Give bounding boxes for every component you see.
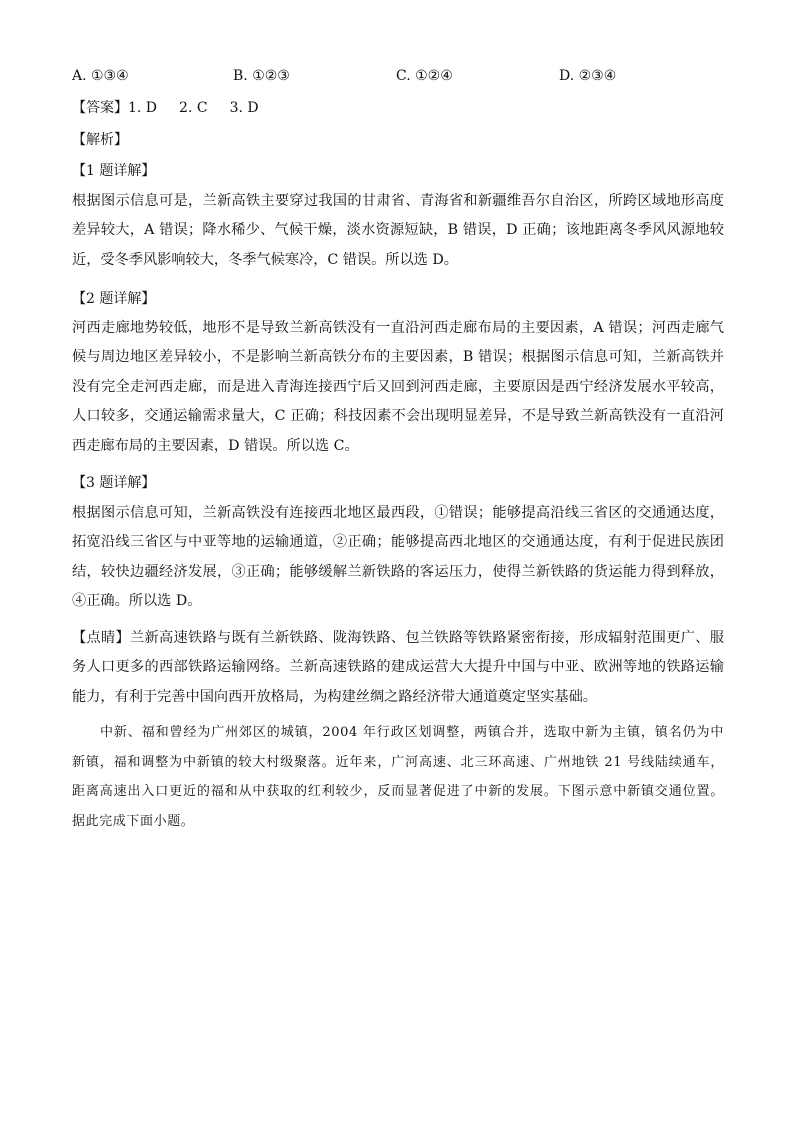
option-c: C. ①②④ [396, 68, 453, 84]
answer-3: 3. D [229, 100, 259, 116]
answer-1: 1. D [128, 100, 158, 116]
answer-line [72, 98, 259, 118]
answer-2: 2. C [179, 100, 208, 116]
comment-label: 【点睛】 [72, 630, 130, 646]
q1-heading: 【1 题详解】 [72, 163, 156, 179]
q3-heading: 【3 题详解】 [72, 475, 156, 491]
comment-text: 兰新高速铁路与既有兰新铁路、陇海铁路、包兰铁路等铁路紧密衔接，形成辐射范围更广、服务人口更多的西部铁路运输网络。兰新高速铁路的建成运营大大提升中国与中亚、欧洲等地的铁路运输能力，有利于完善中国向西开放格局，为构建丝绸之路经济带大通道奠定坚实基础。 [72, 630, 724, 705]
analysis-label: 【解析】 [72, 132, 128, 148]
option-d: D. ②③④ [559, 68, 617, 84]
option-a: A. ①③④ [72, 68, 129, 84]
q1-explanation: 根据图示信息可是，兰新高铁主要穿过我国的甘肃省、青海省和新疆维吾尔自治区，所跨区域地形高度差异较大，A 错误；降水稀少、气候干燥，淡水资源短缺，B 错误，D 正确；该地距离冬季风风源地较近，受冬季风影响较大，冬季气候寒冷，C 错误。所以选 D。 [72, 193, 724, 268]
q3-explanation: 根据图示信息可知，兰新高铁没有连接西北地区最西段，①错误；能够提高沿线三省区的交通通达度，拓宽沿线三省区与中亚等地的运输通道，②正确；能够提高西北地区的交通通达度，有利于促进民族团结，较快边疆经济发展，③正确；能够缓解兰新铁路的客运压力，使得兰新铁路的货运能力得到释放，④正确。所以选 D。 [72, 505, 724, 610]
answer-label: 【答案】 [72, 100, 128, 116]
reading-passage: 中新、福和曾经为广州郊区的城镇，2004 年行政区划调整，两镇合并，选取中新为主镇，镇名仍为中新镇，福和调整为中新镇的较大村级聚落。近年来，广河高速、北三环高速、广州地铁 21 号线陆续通车，距离高速出入口更近的福和从中获取的红利较少，反而显著促进了中新的发展。下图示意中新镇交通位置。据此完成下面小题。 [72, 725, 724, 829]
option-b: B. ①②③ [233, 68, 290, 84]
q2-explanation: 河西走廊地势较低，地形不是导致兰新高铁没有一直沿河西走廊布局的主要因素，A 错误；河西走廊气候与周边地区差异较小，不是影响兰新高铁分布的主要因素，B 错误；根据图示信息可知，兰新高铁并没有完全走河西走廊，而是进入青海连接西宁后又回到河西走廊，主要原因是西宁经济发展水平较高，人口较多，交通运输需求量大，C 正确；科技因素不会出现明显差异，不是导致兰新高铁没有一直沿河西走廊布局的主要因素，D 错误。所以选 C。 [72, 320, 724, 454]
comment-block [72, 624, 724, 712]
q2-heading: 【2 题详解】 [72, 291, 156, 307]
